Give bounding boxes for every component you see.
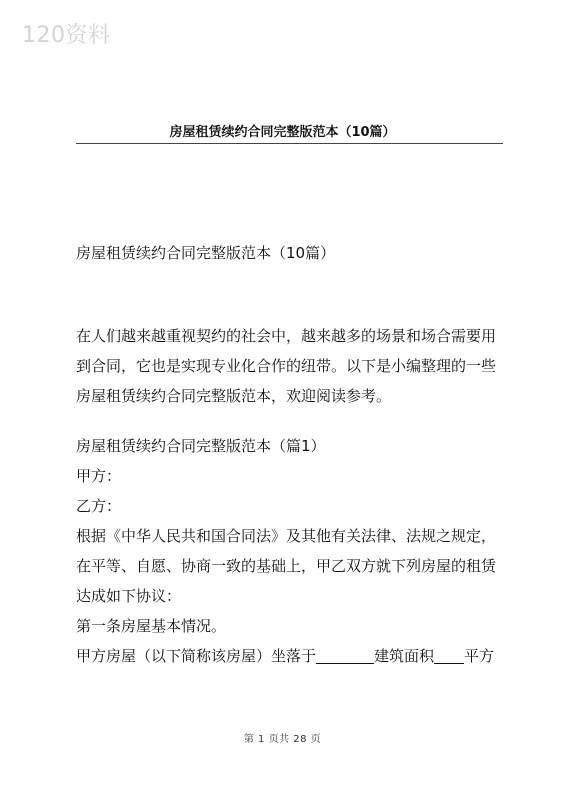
intro-line: 在人们越来越重视契约的社会中，越来越多的场景和场合需要用 (76, 327, 497, 345)
watermark-logo: 120资料 (22, 23, 111, 48)
page-header-title: 房屋租赁续约合同完整版范本（10篇） (169, 125, 396, 140)
article-heading: 第一条房屋基本情况。 (76, 617, 227, 635)
page-footer: 第 1 页共 28 页 (243, 734, 322, 745)
basis-line: 达成如下协议： (76, 587, 182, 605)
house-location-label: 甲方房屋（以下简称该房屋）坐落于 (76, 647, 317, 665)
house-info-line (76, 641, 506, 671)
document-body (76, 321, 506, 671)
intro-line: 到合同，它也是实现专业化合作的纽带。以下是小编整理的一些 (76, 357, 497, 375)
header-divider (76, 143, 503, 144)
area-unit: 平方 (464, 647, 495, 665)
section-title: 房屋租赁续约合同完整版范本（篇1） (76, 437, 326, 455)
document-title: 房屋租赁续约合同完整版范本（10篇） (76, 244, 336, 262)
area-blank (434, 646, 464, 664)
party-a-label: 甲方： (76, 467, 122, 485)
basis-line: 根据《中华人民共和国合同法》及其他有关法律、法规之规定， (76, 527, 497, 545)
area-label: 建筑面积 (374, 647, 435, 665)
party-b-label: 乙方： (76, 497, 122, 515)
location-blank (316, 646, 374, 664)
intro-line: 房屋租赁续约合同完整版范本，欢迎阅读参考。 (76, 387, 392, 405)
basis-line: 在平等、自愿、协商一致的基础上，甲乙双方就下列房屋的租赁 (76, 557, 497, 575)
